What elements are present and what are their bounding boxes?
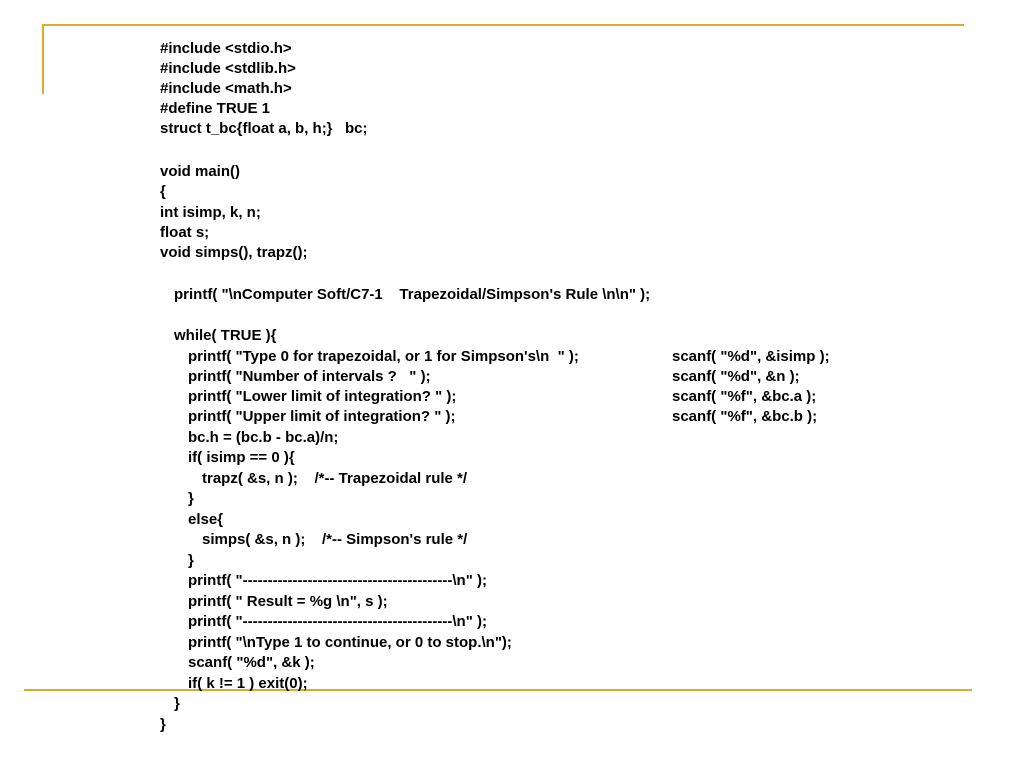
code-line-continue-prompt: printf( "\nType 1 to continue, or 0 to stop.\n"); bbox=[188, 634, 512, 651]
code-line-decl-int: int isimp, k, n; bbox=[160, 204, 261, 221]
code-line-if: if( isimp == 0 ){ bbox=[188, 449, 295, 466]
code-line-separator-2: printf( "------------------------------------------\n" ); bbox=[188, 613, 487, 630]
code-line-prompt-upper: printf( "Upper limit of integration? " ); bbox=[188, 408, 456, 425]
code-line-include-math: #include <math.h> bbox=[160, 80, 292, 97]
code-line-decl-funcs: void simps(), trapz(); bbox=[160, 244, 308, 261]
code-line-decl-float: float s; bbox=[160, 224, 210, 241]
code-line-include-stdio: #include <stdio.h> bbox=[160, 40, 292, 57]
code-line-prompt-intervals: printf( "Number of intervals ? " ); bbox=[188, 368, 431, 385]
top-rule bbox=[42, 24, 964, 26]
code-line-scanf-method: scanf( "%d", &isimp ); bbox=[672, 348, 830, 365]
code-line-simps-call: simps( &s, n ); /*-- Simpson's rule */ bbox=[202, 531, 468, 548]
code-line-banner-printf: printf( "\nComputer Soft/C7-1 Trapezoidal/Simpson's Rule \n\n" ); bbox=[174, 286, 651, 303]
code-line-calc-h: bc.h = (bc.b - bc.a)/n; bbox=[188, 429, 339, 446]
code-line-close-while: } bbox=[174, 695, 180, 712]
bottom-rule bbox=[24, 689, 972, 691]
code-line-else: else{ bbox=[188, 511, 224, 528]
code-line-close-if: } bbox=[188, 490, 194, 507]
code-line-include-stdlib: #include <stdlib.h> bbox=[160, 60, 296, 77]
code-line-prompt-lower: printf( "Lower limit of integration? " ); bbox=[188, 388, 457, 405]
code-line-close-else: } bbox=[188, 552, 194, 569]
code-line-prompt-method: printf( "Type 0 for trapezoidal, or 1 for Simpson's\n " ); bbox=[188, 348, 579, 365]
code-line-main-signature: void main() bbox=[160, 163, 241, 180]
code-line-separator-1: printf( "------------------------------------------\n" ); bbox=[188, 572, 487, 589]
code-line-define-true: #define TRUE 1 bbox=[160, 100, 271, 117]
code-line-result: printf( " Result = %g \n", s ); bbox=[188, 593, 388, 610]
code-line-scanf-intervals: scanf( "%d", &n ); bbox=[672, 368, 800, 385]
code-line-scanf-k: scanf( "%d", &k ); bbox=[188, 654, 315, 671]
left-rule bbox=[42, 24, 44, 94]
code-line-trapz-call: trapz( &s, n ); /*-- Trapezoidal rule */ bbox=[202, 470, 468, 487]
code-line-close-main: } bbox=[160, 716, 166, 733]
code-line-while: while( TRUE ){ bbox=[174, 327, 277, 344]
code-line-scanf-lower: scanf( "%f", &bc.a ); bbox=[672, 388, 817, 405]
code-line-open-brace: { bbox=[160, 183, 166, 200]
code-line-scanf-upper: scanf( "%f", &bc.b ); bbox=[672, 408, 818, 425]
code-line-struct: struct t_bc{float a, b, h;} bc; bbox=[160, 120, 368, 137]
code-line-exit: if( k != 1 ) exit(0); bbox=[188, 675, 308, 692]
